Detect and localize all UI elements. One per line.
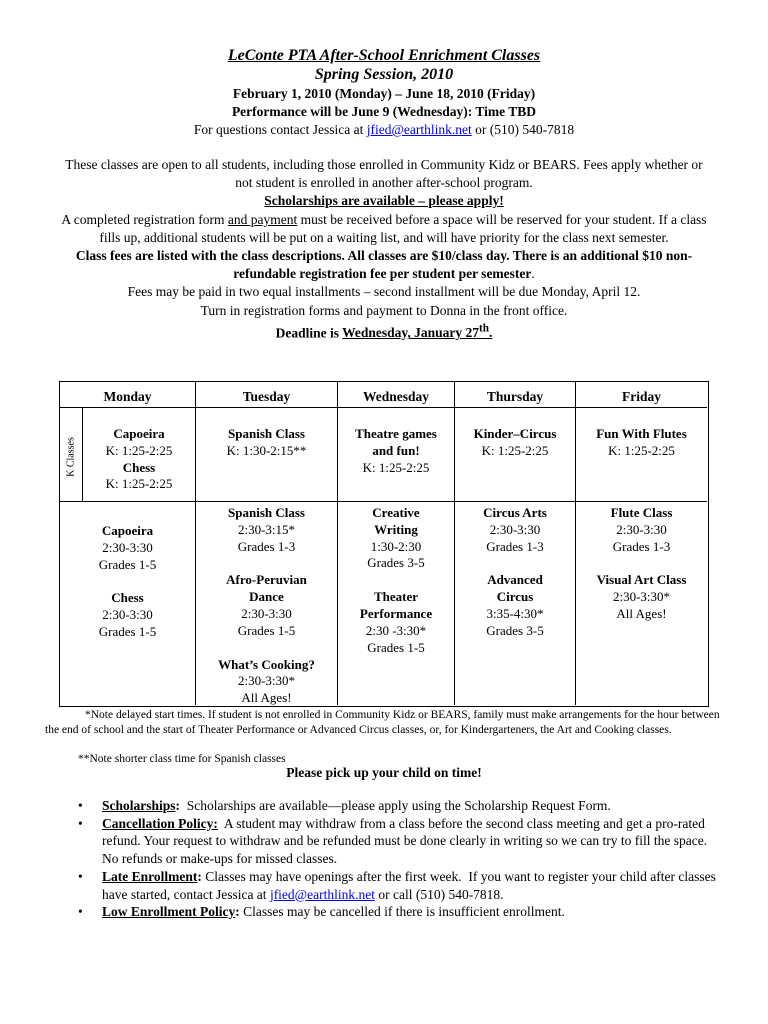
bullet-icon: • <box>78 868 83 884</box>
installments-text: Fees may be paid in two equal installments – second installment will be due Monday, April 12. <box>127 284 641 300</box>
fees-end: . <box>531 266 535 282</box>
schedule-table <box>59 381 709 707</box>
class-name: Writing <box>374 521 418 537</box>
class-time: K: 1:25-2:25 <box>105 442 173 458</box>
class-time: K: 1:25-2:25 <box>608 442 675 458</box>
pickup-reminder: Please pick up your child on time! <box>286 765 482 780</box>
class-name: Circus <box>496 589 534 605</box>
intro-section <box>60 156 708 343</box>
class-time: 1:30-2:30 <box>370 538 422 554</box>
monday-cell <box>60 523 195 641</box>
class-time: K: 1:25-2:25 <box>362 459 430 475</box>
policy-label: Cancellation Policy: <box>102 815 218 831</box>
class-grades: Grades 1-5 <box>98 623 157 639</box>
deadline-date-text: Wednesday, January 27 <box>342 325 480 341</box>
wednesday-cell <box>338 505 454 656</box>
grid-rule <box>60 501 707 502</box>
class-name: Afro-Peruvian <box>226 572 307 588</box>
deadline-period: . <box>489 325 493 341</box>
class-name: Advanced <box>487 572 543 588</box>
k-thursday-cell <box>455 426 575 460</box>
tuesday-cell <box>196 505 337 707</box>
deadline-sup: th <box>479 322 490 335</box>
deadline-text <box>60 320 708 343</box>
policy-text: A student may withdraw from a class before the second class meeting and get a pro-rated refund. Your request to withdraw and be refunded must be done clearly in writing so we can try to fill the space. No refunds or make-ups for missed classes. <box>102 815 714 867</box>
bullet-icon: • <box>78 904 83 920</box>
policy-text: Classes may have openings after the first week. If you want to register your child after classes have started, contact Jessica at <box>102 868 720 902</box>
class-time: 2:30-3:30 <box>616 521 667 537</box>
policy-colon: : <box>197 868 202 884</box>
spacer <box>60 573 195 590</box>
class-grades: All Ages! <box>616 605 667 621</box>
class-time: K: 1:30-2:15** <box>226 442 307 458</box>
class-grades: All Ages! <box>241 690 292 706</box>
k-tuesday-cell <box>196 426 337 460</box>
spacer <box>338 572 454 589</box>
day-header-monday: Monday <box>103 389 152 404</box>
policy-label: Low Enrollment Policy <box>102 904 236 920</box>
deadline-a: Deadline is <box>275 325 343 341</box>
contact-prefix: For questions contact Jessica at <box>193 122 367 137</box>
class-time: 2:30-3:30* <box>237 673 296 689</box>
bullet-icon: • <box>78 798 83 813</box>
registration-payment: and payment <box>227 211 298 227</box>
contact-line <box>0 122 768 138</box>
class-name: Flute Class <box>610 505 673 520</box>
class-name: What’s Cooking? <box>218 656 315 672</box>
eligibility-text: These classes are open to all students, including those enrolled in Community Kidz or BEARS. Fees apply whether or not student is enrolled in another after-school program. <box>65 157 703 191</box>
class-time: 2:30-3:30 <box>489 521 541 537</box>
turn-in-text: Turn in registration forms and payment to Donna in the front office. <box>200 302 568 318</box>
deadline-date <box>342 322 493 341</box>
scholarship-notice: Scholarships are available – please apply! <box>264 193 504 209</box>
performance-date: Performance will be June 9 (Wednesday): Time TBD <box>231 104 537 119</box>
spacer <box>196 640 337 657</box>
class-name: Theater <box>373 589 419 605</box>
policy-label: Late Enrollment <box>102 868 198 884</box>
policy-label: Scholarships <box>102 798 176 813</box>
class-time: 2:30-3:30 <box>102 607 153 623</box>
class-name: Fun With Flutes <box>596 426 687 441</box>
class-time: 2:30-3:30* <box>612 589 671 605</box>
policy-cancellation <box>78 815 728 868</box>
contact-email-link[interactable]: jfied@earthlink.net <box>366 122 472 137</box>
class-grades: Grades 3-5 <box>486 622 544 638</box>
grid-rule <box>60 407 707 408</box>
class-grades: Grades 1-5 <box>98 556 157 572</box>
class-name: Spanish Class <box>228 426 305 441</box>
k-wednesday-cell <box>338 426 454 476</box>
class-grades: Grades 1-3 <box>486 538 544 554</box>
spacer <box>455 555 575 572</box>
k-friday-cell <box>576 426 707 460</box>
class-time: 2:30 -3:30* <box>365 622 427 638</box>
class-time: K: 1:25-2:25 <box>481 442 549 458</box>
class-name: Creative <box>372 505 420 520</box>
k-classes-text: K Classes <box>65 437 77 477</box>
class-name: Performance <box>359 605 433 621</box>
bullet-icon: • <box>78 815 83 831</box>
day-header-friday: Friday <box>622 389 661 404</box>
class-name: Chess <box>122 459 156 475</box>
class-grades: Grades 1-3 <box>237 538 296 554</box>
class-grades: Grades 1-5 <box>237 622 296 638</box>
page-title: LeConte PTA After-School Enrichment Classes <box>227 47 541 64</box>
policy-colon: : <box>175 798 181 813</box>
session-dates: February 1, 2010 (Monday) – June 18, 2010 (Friday) <box>232 86 536 101</box>
class-name: Dance <box>249 589 284 605</box>
class-grades: Grades 1-3 <box>612 538 671 554</box>
policy-colon: : <box>235 904 240 920</box>
policy-low-enrollment <box>78 903 728 921</box>
class-time: 2:30-3:30 <box>241 605 292 621</box>
session-subtitle: Spring Session, 2010 <box>314 66 454 83</box>
spacer <box>196 555 337 572</box>
class-name: Capoeira <box>101 523 154 538</box>
policy-late-enrollment <box>78 868 728 903</box>
class-name: Circus Arts <box>483 505 547 520</box>
class-name: Theatre games <box>355 426 437 441</box>
delayed-start-note: *Note delayed start times. If student is not enrolled in Community Kidz or BEARS, family must make arrangements for the hour between the end of school and the start of Theater Performance or Advanced Circus classes, or, for Kindergarteners, the Art and Cooking classes. <box>45 709 720 736</box>
spacer <box>576 555 707 572</box>
class-time: 2:30-3:15* <box>237 521 296 537</box>
day-header-wednesday: Wednesday <box>362 389 430 404</box>
contact-suffix: or (510) 540-7818 <box>471 122 575 137</box>
day-header-tuesday: Tuesday <box>242 389 291 404</box>
fees-bold: Class fees are listed with the class descriptions. All classes are $10/class day. There is an additional $10 non-refundable registration fee per student per semester <box>75 248 693 282</box>
policy-scholarships <box>78 797 728 815</box>
day-header-thursday: Thursday <box>486 389 544 404</box>
registration-text-c: must be received before a space will be reserved for your student. If a class fills up, additional students will be put on a waiting list, and will have priority for the class next semester. <box>99 211 707 245</box>
policy-text: Scholarships are available—please apply using the Scholarship Request Form. <box>180 798 611 813</box>
class-name: and fun! <box>372 442 420 458</box>
policy-text: Classes may be cancelled if there is insufficient enrollment. <box>239 904 565 920</box>
class-grades: Grades 1-5 <box>367 639 425 655</box>
friday-cell <box>576 505 707 623</box>
late-enrollment-email-link[interactable]: jfied@earthlink.net <box>269 886 375 902</box>
spanish-time-note: **Note shorter class time for Spanish classes <box>78 753 286 765</box>
policy-list <box>78 797 728 921</box>
class-name: Visual Art Class <box>596 572 687 588</box>
k-classes-label <box>60 412 82 502</box>
class-time: 3:35-4:30* <box>486 605 544 621</box>
registration-text <box>60 211 708 247</box>
class-time: 2:30-3:30 <box>102 539 153 555</box>
class-name: Kinder–Circus <box>473 426 557 441</box>
registration-text-a: A completed registration form <box>61 211 228 227</box>
class-time: K: 1:25-2:25 <box>105 476 173 492</box>
class-name: Spanish Class <box>228 505 305 520</box>
class-name: Chess <box>111 590 144 606</box>
thursday-cell <box>455 505 575 640</box>
fees-text <box>60 247 708 283</box>
k-monday-cell <box>83 426 195 493</box>
class-grades: Grades 3-5 <box>367 555 425 571</box>
class-name: Capoeira <box>113 426 165 441</box>
policy-text-end: or call (510) 540-7818. <box>374 886 504 902</box>
